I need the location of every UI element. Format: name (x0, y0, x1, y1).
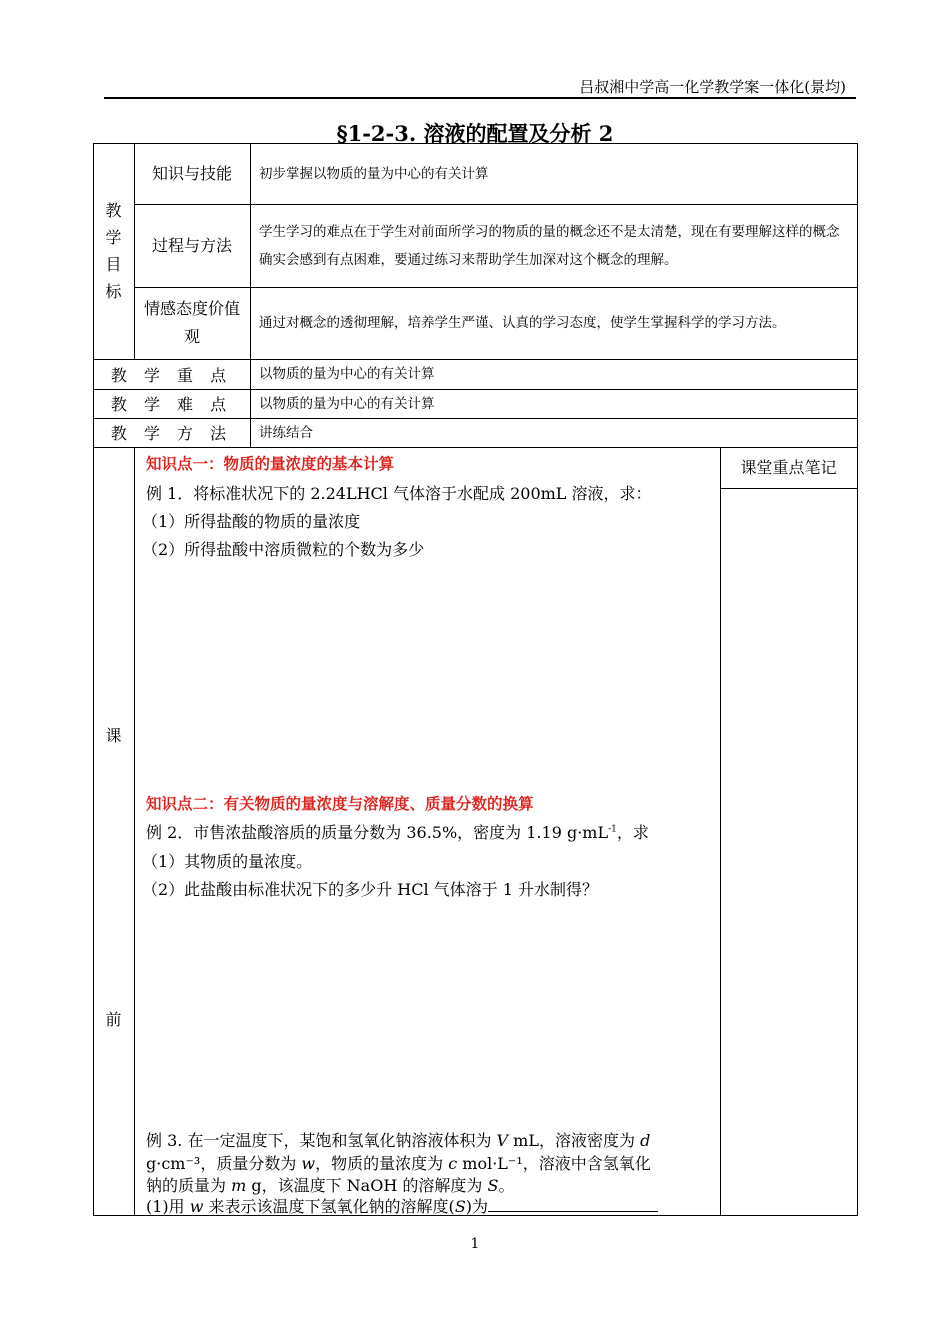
method-label: 教 学 方 法 (110, 424, 233, 443)
knowledge-point-2-heading: 知识点二：有关物质的量浓度与溶解度、质量分数的换算 (146, 795, 534, 813)
example-2-text: 例 2．市售浓盐酸溶质的质量分数为 36.5%，密度为 1.19 $g\cdot mL^{-1}$，求 (146, 823, 649, 842)
objective-content-attitude: 通过对概念的透彻理解，培养学生严谨、认真的学习态度，使学生掌握科学的学习方法。 (259, 315, 786, 331)
header-rule (104, 97, 856, 99)
difficulty-content: 以物质的量为中心的有关计算 (259, 395, 435, 412)
objective-label-knowledge: 知识与技能 (151, 163, 232, 183)
example-2-question-1: （1）其物质的量浓度。 (142, 852, 313, 871)
key-point-content: 以物质的量为中心的有关计算 (259, 366, 435, 382)
objective-label-process: 过程与方法 (151, 235, 232, 255)
example-3-question-1: (1)用 w 来表示该温度下氢氧化钠的溶解度(S)为 (146, 1194, 658, 1217)
objective-content-process: 学生学习的难点在于学生对前面所学习的物质的量的概念还不是太清楚，现在有要理解这样的概念确实会感到有点困难，要通过练习来帮助学生加深对这个概念的理解。 (259, 223, 840, 268)
side-label-ke: 课 (105, 726, 122, 745)
example-1-question-1: （1）所得盐酸的物质的量浓度 (142, 512, 361, 531)
document-title: §1-2-3. 溶液的配置及分析 2 (336, 121, 614, 146)
answer-blank[interactable] (488, 1196, 658, 1212)
page-number: 1 (470, 1236, 480, 1252)
example-3-line-2: g·cm⁻³，质量分数为 w，物质的量浓度为 c mol·L⁻¹，溶液中含氢氧化 (146, 1154, 651, 1173)
side-label-qian: 前 (105, 1010, 122, 1029)
example-3-line-3: 钠的质量为 m g，该温度下 NaOH 的溶解度为 S。 (146, 1176, 515, 1195)
objective-content-knowledge: 初步掌握以物质的量为中心的有关计算 (259, 165, 489, 182)
notes-header: 课堂重点笔记 (740, 457, 837, 477)
method-content: 讲练结合 (259, 424, 313, 441)
example-2-question-2: （2）此盐酸由标准状况下的多少升 HCl 气体溶于 1 升水制得？ (142, 880, 599, 899)
example-3-line-1: 例 3. 在一定温度下，某饱和氢氧化钠溶液体积为 V mL，溶液密度为 d (146, 1131, 651, 1150)
school-header: 吕叔湘中学高一化学教学案一体化(景均) (579, 78, 846, 96)
objective-label-attitude: 情感态度价值观 (144, 299, 241, 346)
example-1-question-2: （2）所得盐酸中溶质微粒的个数为多少 (142, 540, 425, 559)
difficulty-label: 教 学 难 点 (110, 395, 233, 414)
example-1-text: 例 1．将标准状况下的 2.24LHCl 气体溶于水配成 200mL 溶液，求： (146, 484, 652, 503)
objectives-group-label: 教学目标 (105, 201, 122, 301)
knowledge-point-1-heading: 知识点一：物质的量浓度的基本计算 (146, 455, 395, 473)
key-point-label: 教 学 重 点 (110, 365, 233, 385)
